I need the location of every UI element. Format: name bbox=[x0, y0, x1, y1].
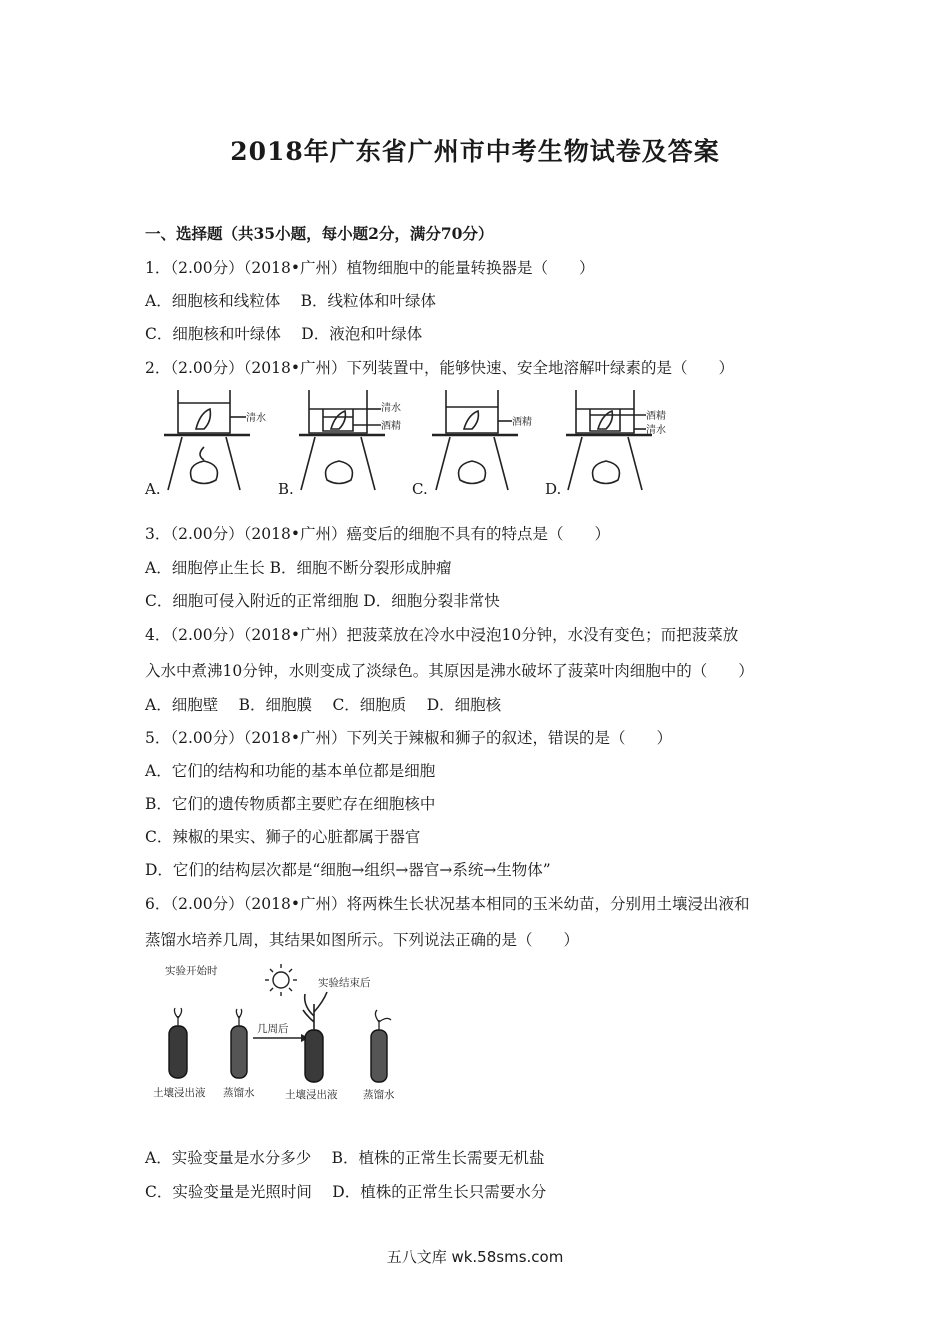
question-1-options-cd: C．细胞核和叶绿体 D．液泡和叶绿体 bbox=[145, 325, 423, 343]
apparatus-c-figure bbox=[428, 385, 538, 497]
option-d-label: D. bbox=[545, 480, 562, 498]
question-5-option-d: D．它们的结构层次都是“细胞→组织→器官→系统→生物体” bbox=[145, 861, 551, 879]
test-tube-water-1 bbox=[231, 1026, 247, 1078]
option-a-label: A. bbox=[145, 480, 161, 498]
label-water: 清水 bbox=[646, 425, 666, 436]
question-4-options: A．细胞壁 B．细胞膜 C．细胞质 D．细胞核 bbox=[145, 696, 502, 714]
question-4-stem-line2: 入水中煮沸10分钟，水则变成了淡绿色。其原因是沸水破坏了菠菜叶肉细胞中的（ ） bbox=[145, 662, 754, 680]
question-1-stem: 1．（2.00分）（2018•广州）植物细胞中的能量转换器是（ ） bbox=[145, 259, 595, 277]
tall-seedling bbox=[303, 992, 327, 1030]
option-c-label: C. bbox=[412, 480, 428, 498]
question-5-stem: 5．（2.00分）（2018•广州）下列关于辣椒和狮子的叙述，错误的是（ ） bbox=[145, 729, 672, 747]
label-alcohol: 酒精 bbox=[512, 417, 532, 428]
question-6-stem-line2: 蒸馏水培养几周，其结果如图所示。下列说法正确的是（ ） bbox=[145, 931, 580, 949]
label-end: 实验结束后 bbox=[318, 977, 371, 989]
label-weeks: 几周后 bbox=[257, 1023, 289, 1035]
footer-watermark: 五八文库 wk.58sms.com bbox=[386, 1248, 564, 1266]
option-b-label: B. bbox=[278, 480, 294, 498]
page-title: 2018年广东省广州市中考生物试卷及答案 bbox=[230, 137, 720, 166]
label-water: 清水 bbox=[246, 413, 266, 424]
leaf-shape bbox=[196, 409, 210, 429]
label-water: 清水 bbox=[381, 403, 401, 414]
question-4-stem-line1: 4．（2.00分）（2018•广州）把菠菜放在冷水中浸泡10分钟，水没有变色；而把菠菜放 bbox=[145, 626, 739, 644]
label-soil-1: 土壤浸出液 bbox=[153, 1087, 206, 1099]
label-water-1: 蒸馏水 bbox=[223, 1087, 255, 1099]
question-3-options-cd: C．细胞可侵入附近的正常细胞 D．细胞分裂非常快 bbox=[145, 592, 500, 610]
weak-seedling bbox=[375, 1010, 391, 1030]
question-6-options-cd: C．实验变量是光照时间 D．植株的正常生长只需要水分 bbox=[145, 1183, 547, 1201]
test-tube-soil-2 bbox=[305, 1030, 323, 1082]
label-alcohol: 酒精 bbox=[646, 411, 666, 422]
seedling-experiment-figure bbox=[145, 960, 415, 1110]
test-tube-soil-1 bbox=[169, 1026, 187, 1078]
question-3-options-ab: A．细胞停止生长 B．细胞不断分裂形成肿瘤 bbox=[145, 559, 452, 577]
question-5-option-c: C．辣椒的果实、狮子的心脏都属于器官 bbox=[145, 828, 421, 846]
question-6-stem-line1: 6．（2.00分）（2018•广州）将两株生长状况基本相同的玉米幼苗，分别用土壤浸出液和 bbox=[145, 895, 750, 913]
apparatus-d-figure bbox=[562, 385, 672, 497]
question-2-stem: 2．（2.00分）（2018•广州）下列装置中，能够快速、安全地溶解叶绿素的是（ ） bbox=[145, 359, 734, 377]
test-tube-water-2 bbox=[371, 1030, 387, 1082]
apparatus-b-figure bbox=[295, 385, 405, 497]
label-alcohol: 酒精 bbox=[381, 421, 401, 432]
sun-icon bbox=[265, 964, 297, 996]
question-3-stem: 3．（2.00分）（2018•广州）癌变后的细胞不具有的特点是（ ） bbox=[145, 525, 610, 543]
beaker-shape bbox=[178, 390, 230, 433]
question-5-option-b: B．它们的遗传物质都主要贮存在细胞核中 bbox=[145, 795, 436, 813]
question-5-option-a: A．它们的结构和功能的基本单位都是细胞 bbox=[145, 762, 436, 780]
section-heading: 一、选择题（共35小题，每小题2分，满分70分） bbox=[145, 224, 494, 243]
apparatus-a-figure bbox=[160, 385, 270, 497]
label-start: 实验开始时 bbox=[165, 965, 218, 977]
label-soil-2: 土壤浸出液 bbox=[285, 1089, 338, 1101]
question-1-options-ab: A．细胞核和线粒体 B．线粒体和叶绿体 bbox=[145, 292, 437, 310]
question-6-options-ab: A．实验变量是水分多少 B．植株的正常生长需要无机盐 bbox=[145, 1149, 545, 1167]
burner-shape bbox=[191, 461, 218, 484]
label-water-2: 蒸馏水 bbox=[363, 1089, 395, 1101]
